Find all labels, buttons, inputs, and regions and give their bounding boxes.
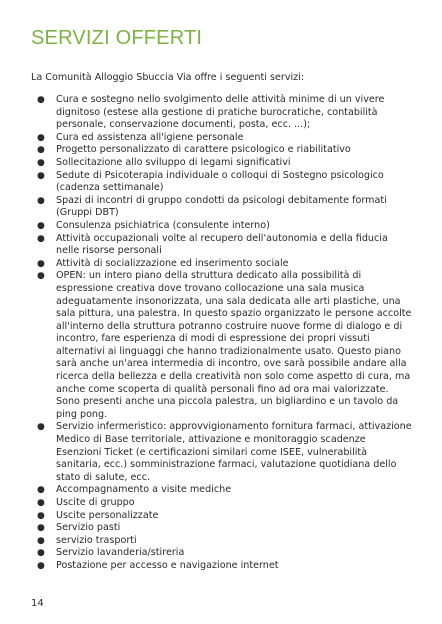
list-item-text: Uscite di gruppo	[56, 497, 135, 508]
bullet-icon: ●	[37, 95, 45, 105]
page-title: SERVIZI OFFERTI	[31, 27, 203, 49]
list-item	[37, 257, 412, 271]
list-item-text: servizio trasporti	[56, 534, 137, 546]
bullet-icon: ●	[37, 195, 45, 206]
list-item-text: Sollecitazione allo sviluppo di legami significativi	[56, 156, 291, 168]
list-item	[37, 509, 412, 523]
list-item-text: Accompagnamento a visite mediche	[56, 484, 232, 496]
list-item-text: OPEN: un intero piano della struttura dedicato alla possibilità di espressione creativa dove trovano collocazione una sala musica adeguatamente insonorizzata, una sala dedicata alle arti plastiche, una sala pittura, una palestra. In questo spazio organizzato le persone accolte all'interno della struttura potranno costruire nuove forme di dialogo e di incontro, fare esperienza di modi di espressione dei propri vissuti alternativi ai linguaggi che hanno tradizionalmente usato. Questo piano sarà anche un'area intermedia di incontro, ove sarà possibile andare alla ricerca della bellezza e della creatività non solo come aspetto di cura, ma anche come scoperta di qualità personali fino ad ora mai valorizzate. Sono presenti anche una piccola palestra, un bigliardino e un tavolo da ping pong.	[56, 270, 412, 420]
bullet-icon: ●	[37, 233, 45, 244]
list-item	[37, 156, 412, 170]
list-item	[37, 219, 412, 233]
list-item	[37, 534, 412, 548]
list-item-text: Progetto personalizzato di carattere psicologico e riabilitativo	[56, 144, 351, 156]
list-item-text: Attività occupazionali volte al recupero dell'autonomia e della fiducia nelle risorse personali	[56, 232, 388, 257]
bullet-icon: ●	[37, 271, 45, 282]
list-item-text: Consulenza psichiatrica (consulente interno)	[56, 219, 270, 231]
list-item	[37, 497, 412, 510]
list-item-text: Attività di socializzazione ed inserimento sociale	[56, 257, 289, 269]
list-item	[37, 144, 412, 157]
list-item	[37, 484, 412, 497]
list-item-text: Servizio lavanderia/stireria	[56, 547, 185, 559]
list-item	[37, 232, 412, 258]
bullet-icon: ●	[37, 548, 45, 559]
list-item	[37, 547, 412, 560]
bullet-icon: ●	[37, 535, 45, 546]
list-item-text: Servizio pasti	[56, 522, 121, 534]
list-item-text: Cura e sostegno nello svolgimento delle attività minime di un vivere dignitoso (estese alla gestione di pratiche burocratiche, contabilità personale, conservazione documenti, posta, ecc. ...);	[56, 94, 385, 131]
list-item	[37, 169, 412, 195]
list-item-text: Sedute di Psicoterapia individuale o colloqui di Sostegno psicologico (cadenza settimanale)	[56, 169, 384, 194]
bullet-icon: ●	[37, 170, 45, 181]
bullet-icon: ●	[37, 510, 45, 521]
bullet-icon: ●	[37, 422, 45, 433]
list-item-text: Cura ed assistenza all'igiene personale	[56, 131, 244, 143]
list-item	[37, 522, 412, 535]
bullet-icon: ●	[37, 145, 45, 156]
list-item	[37, 94, 412, 132]
bullet-icon: ●	[37, 220, 45, 231]
bullet-icon: ●	[37, 560, 45, 571]
list-item-text: Servizio infermeristico: approvvigionamento fornitura farmaci, attivazione Medico di Base territoriale, attivazione e monitoraggio scadenze Esenzioni Ticket (e certificazioni similari come ISEE, vulnerabilità sanitaria, ecc.) somministrazione farmaci, valutazione quotidiana dello stato di salute, ecc.	[56, 421, 412, 483]
services-list	[37, 94, 412, 573]
bullet-icon: ●	[37, 485, 45, 496]
list-item-text: Uscite personalizzate	[56, 509, 159, 521]
page-number: 14	[31, 598, 44, 609]
intro-text: La Comunità Alloggio Sbuccia Via offre i seguenti servizi:	[31, 72, 305, 83]
bullet-icon: ●	[37, 258, 45, 269]
bullet-icon: ●	[37, 523, 45, 534]
list-item-text: Spazi di incontri di gruppo condotti da psicologi debitamente formati (Gruppi DBT)	[56, 194, 387, 219]
bullet-icon: ●	[37, 498, 45, 508]
list-item	[37, 194, 412, 220]
list-item	[37, 559, 412, 573]
list-item-text: Postazione per accesso e navigazione internet	[56, 559, 279, 571]
bullet-icon: ●	[37, 132, 45, 143]
list-item	[37, 270, 412, 421]
list-item	[37, 421, 412, 484]
bullet-icon: ●	[37, 157, 45, 168]
list-item	[37, 131, 412, 145]
